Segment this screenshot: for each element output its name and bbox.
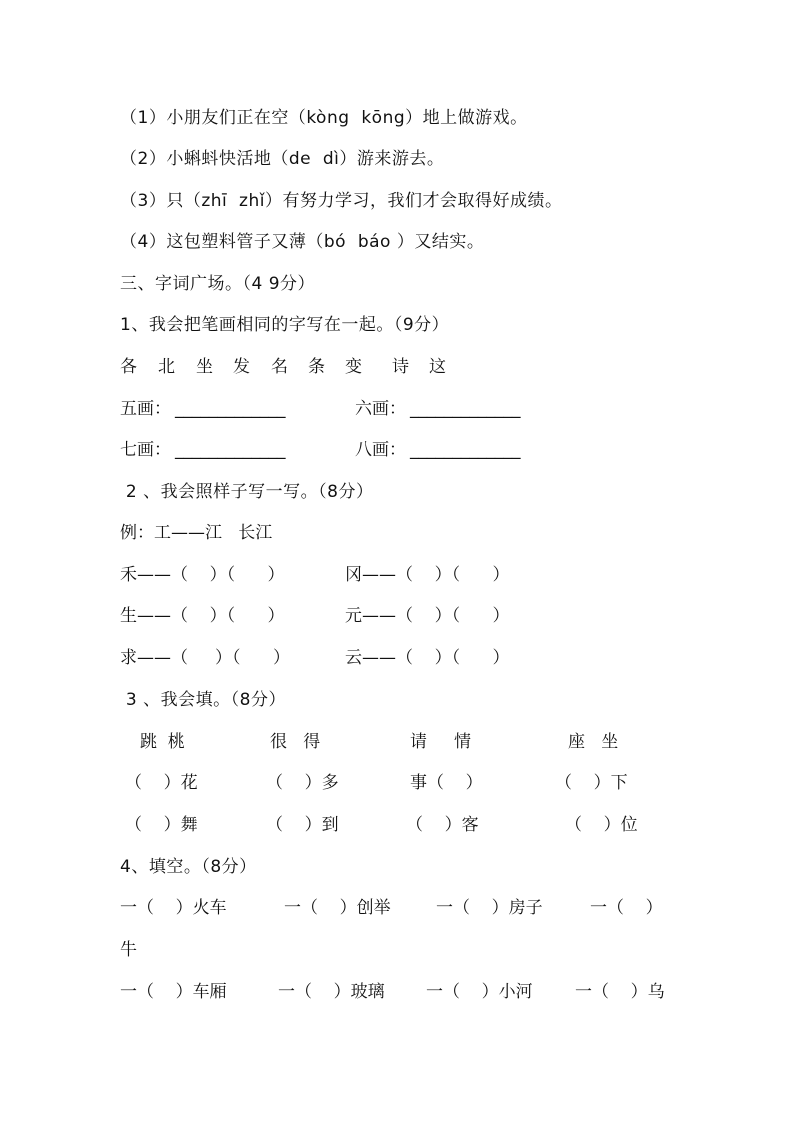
q1-fill-row — [0, 397, 794, 421]
q3-cell: （ ）到 — [266, 815, 339, 835]
q4-cell: 一（ ）创举 — [284, 898, 391, 918]
q2-row — [0, 563, 794, 587]
q2-row — [0, 646, 794, 670]
q3-cell: （ ）舞 — [125, 815, 198, 835]
q4-cell: 一（ ）玻璃 — [278, 982, 385, 1002]
q2-row — [0, 604, 794, 628]
q2-right: 元——（ ）（ ） — [345, 606, 510, 626]
fill-blank[interactable]: _____________ — [410, 440, 521, 460]
char: 北 — [158, 357, 175, 377]
q3-cell: （ ）客 — [406, 815, 479, 835]
char: 坐 — [196, 357, 213, 377]
q3-cell: （ ）多 — [266, 773, 339, 793]
item-2: （2）小蝌蚪快活地（de dì）游来游去。 — [120, 149, 445, 169]
item-1: （1）小朋友们正在空（kòng kōng）地上做游戏。 — [120, 108, 528, 128]
item-3: （3）只（zhī zhǐ）有努力学习，我们才会取得好成绩。 — [120, 191, 563, 211]
q1-char-list — [0, 355, 794, 379]
section-title: 三、字词广场。（4 9分） — [120, 274, 316, 294]
q3-group: 跳 桃 — [140, 732, 185, 752]
q4-cell: 一（ ）房子 — [436, 898, 543, 918]
q4-cell: 一（ ）车厢 — [120, 982, 227, 1002]
char: 诗 — [392, 357, 409, 377]
q2-right: 冈——（ ）（ ） — [345, 565, 510, 585]
q4-title: 4、填空。（8分） — [120, 857, 257, 877]
q3-group: 座 坐 — [568, 732, 619, 752]
q4-row — [0, 896, 794, 920]
q4-cell: 一（ ） — [590, 898, 663, 918]
q3-group: 请 情 — [410, 732, 472, 752]
q2-left: 求——（ ）（ ） — [120, 648, 290, 668]
q1-fill-row — [0, 438, 794, 462]
q3-title: 3 、我会填。（8分） — [120, 690, 286, 710]
q4-row — [0, 980, 794, 1004]
q3-cell: （ ）下 — [555, 773, 628, 793]
q3-row — [0, 813, 794, 837]
q2-title: 2 、我会照样子写一写。（8分） — [120, 482, 374, 502]
fill-blank[interactable]: _____________ — [175, 399, 286, 419]
q3-row — [0, 771, 794, 795]
q1-title: 1、我会把笔画相同的字写在一起。（9分） — [120, 315, 450, 335]
item-4: （4）这包塑料管子又薄（bó báo ）又结实。 — [120, 232, 485, 252]
q3-groups — [0, 730, 794, 754]
q2-left: 禾——（ ）（ ） — [120, 565, 285, 585]
char: 变 — [345, 357, 362, 377]
q2-right: 云——（ ）（ ） — [345, 648, 510, 668]
char: 名 — [271, 357, 288, 377]
q3-group: 很 得 — [270, 732, 321, 752]
fill-blank[interactable]: _____________ — [175, 440, 286, 460]
fill-label: 七画： — [120, 440, 171, 460]
char: 条 — [308, 357, 325, 377]
q4-wrap: 牛 — [120, 940, 137, 960]
char: 各 — [120, 357, 137, 377]
q2-example: 例：工——江 长江 — [120, 523, 273, 543]
q4-cell: 一（ ）乌 — [575, 982, 665, 1002]
fill-label: 五画： — [120, 399, 171, 419]
fill-label: 六画： — [355, 399, 406, 419]
fill-blank[interactable]: _____________ — [410, 399, 521, 419]
q2-left: 生——（ ）（ ） — [120, 606, 285, 626]
q3-cell: 事（ ） — [410, 773, 483, 793]
q4-cell: 一（ ）火车 — [120, 898, 227, 918]
q3-cell: （ ）位 — [565, 815, 638, 835]
char: 发 — [233, 357, 250, 377]
char: 这 — [429, 357, 446, 377]
q3-cell: （ ）花 — [125, 773, 198, 793]
q4-cell: 一（ ）小河 — [426, 982, 533, 1002]
fill-label: 八画： — [355, 440, 406, 460]
